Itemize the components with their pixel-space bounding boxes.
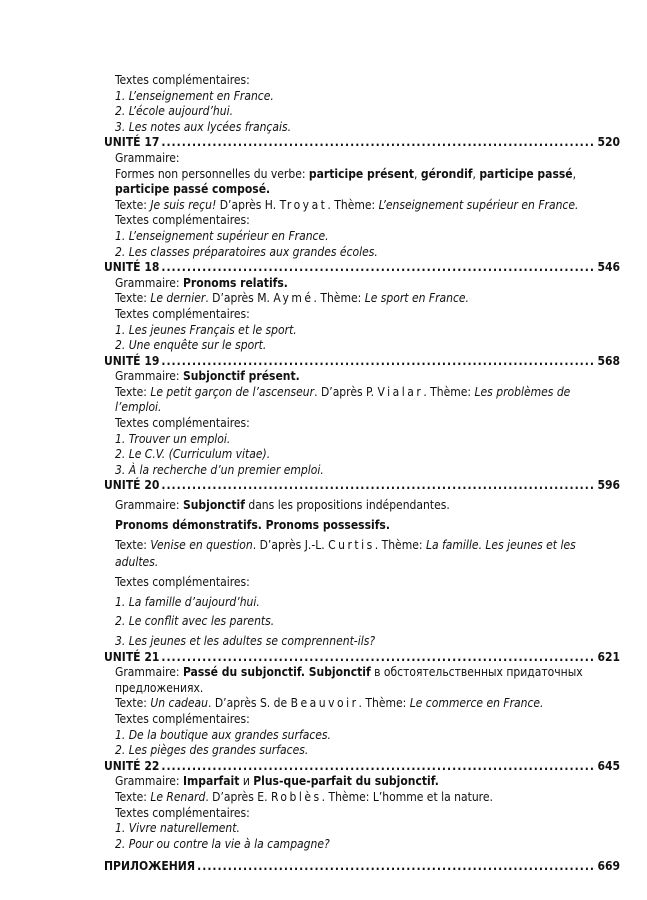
page-number: 645 — [597, 758, 620, 773]
leader-dots — [161, 650, 595, 666]
appendix-heading[interactable] — [104, 859, 620, 875]
list-item: 2. Pour ou contre la vie à la campagne? — [115, 836, 330, 851]
leader-dots — [161, 759, 595, 775]
tc-label: Textes complémentaires: — [115, 213, 250, 228]
tc-label: Textes complémentaires: — [115, 711, 250, 726]
leader-dots — [161, 478, 595, 494]
texte-line: Texte: Le Renard. D’après E. Roblès. Thème: L’homme et la nature. — [115, 789, 493, 804]
tc-label: Textes complémentaires: — [115, 73, 250, 87]
leader-dots — [161, 135, 595, 151]
grammar-line: Grammaire: Pronoms relatifs. — [115, 275, 288, 290]
unit-title: UNITÉ 19 — [104, 353, 160, 368]
list-item: 1. Les jeunes Français et le sport. — [115, 322, 297, 337]
list-item: 1. Vivre naturellement. — [115, 821, 240, 836]
grammar-line: Grammaire: Passé du subjonctif. Subjonctif в обстоятельственных придаточных предложениях. — [115, 665, 583, 695]
unit-21-heading[interactable] — [104, 650, 620, 666]
page-number: 669 — [597, 859, 620, 874]
grammar-label: Grammaire: — [115, 150, 180, 165]
unit-20-heading[interactable] — [104, 478, 620, 494]
unit-22-heading[interactable] — [104, 759, 620, 775]
list-item: 2. Les pièges des grandes surfaces. — [115, 743, 309, 758]
page-number: 520 — [597, 135, 620, 150]
unit-title: UNITÉ 22 — [104, 758, 160, 773]
page-number: 596 — [597, 478, 620, 493]
tc-label: Textes complémentaires: — [115, 416, 250, 431]
list-item: 2. Le C.V. (Curriculum vitae). — [115, 447, 271, 462]
grammar-line: Grammaire: Subjonctif présent. — [115, 369, 300, 384]
list-item: 1. La famille d’aujourd’hui. — [115, 594, 260, 609]
list-item: 2. Le conflit avec les parents. — [115, 614, 275, 629]
list-item: 1. Trouver un emploi. — [115, 431, 231, 446]
unit-17-heading[interactable] — [104, 135, 620, 151]
grammar-line: Grammaire: Subjonctif dans les propositions indépendantes. — [115, 498, 450, 513]
appendix-title: ПРИЛОЖЕНИЯ — [104, 859, 196, 874]
unit-title: UNITÉ 20 — [104, 478, 160, 493]
texte-line: Texte: Le petit garçon de l’ascenseur. D’après P. Vialar. Thème: Les problèmes de l’emploi. — [115, 384, 571, 415]
unit-title: UNITÉ 18 — [104, 260, 160, 275]
unit-19-heading[interactable] — [104, 354, 620, 370]
tc-label: Textes complémentaires: — [115, 306, 250, 321]
tc-label: Textes complémentaires: — [115, 805, 250, 820]
leader-dots — [161, 260, 595, 276]
grammar-line-2: Pronoms démonstratifs. Pronoms possessifs. — [115, 517, 390, 532]
leader-dots — [161, 354, 595, 370]
page-number: 546 — [597, 260, 620, 275]
list-item: 1. De la boutique aux grandes surfaces. — [115, 727, 331, 742]
unit-title: UNITÉ 21 — [104, 649, 160, 664]
texte-line: Texte: Venise en question. D’après J.-L. Curtis. Thème: La famille. Les jeunes et les adultes. — [115, 538, 576, 570]
texte-line: Texte: Un cadeau. D’après S. de Beauvoir. Thème: Le commerce en France. — [115, 696, 544, 711]
list-item: 1. L’enseignement supérieur en France. — [115, 228, 329, 243]
texte-line: Texte: Le dernier. D’après M. Aymé. Thème: Le sport en France. — [115, 291, 469, 306]
grammar-content: Formes non personnelles du verbe: participe présent, gérondif, participe passé, participe passé composé. — [115, 166, 577, 197]
grammar-line: Grammaire: Imparfait и Plus-que-parfait du subjonctif. — [115, 774, 439, 789]
list-item: 1. L’enseignement en France. — [115, 88, 274, 103]
page-number: 568 — [597, 353, 620, 368]
list-item: 3. À la recherche d’un premier emploi. — [115, 462, 324, 477]
unit-18-heading[interactable] — [104, 260, 620, 276]
leader-dots — [197, 859, 595, 875]
texte-line: Texte: Je suis reçu! D’après H. Troyat. Thème: L’enseignement supérieur en France. — [115, 197, 579, 212]
list-item: 2. Une enquête sur le sport. — [115, 338, 267, 353]
tc-label: Textes complémentaires: — [115, 575, 250, 590]
list-item: 3. Les notes aux lycées français. — [115, 119, 292, 134]
list-item: 2. L’école aujourd’hui. — [115, 104, 234, 119]
list-item: 3. Les jeunes et les adultes se comprennent-ils? — [115, 634, 376, 648]
table-of-contents — [104, 73, 620, 875]
list-item: 2. Les classes préparatoires aux grandes écoles. — [115, 244, 378, 259]
page-number: 621 — [597, 649, 620, 664]
unit-title: UNITÉ 17 — [104, 135, 160, 150]
